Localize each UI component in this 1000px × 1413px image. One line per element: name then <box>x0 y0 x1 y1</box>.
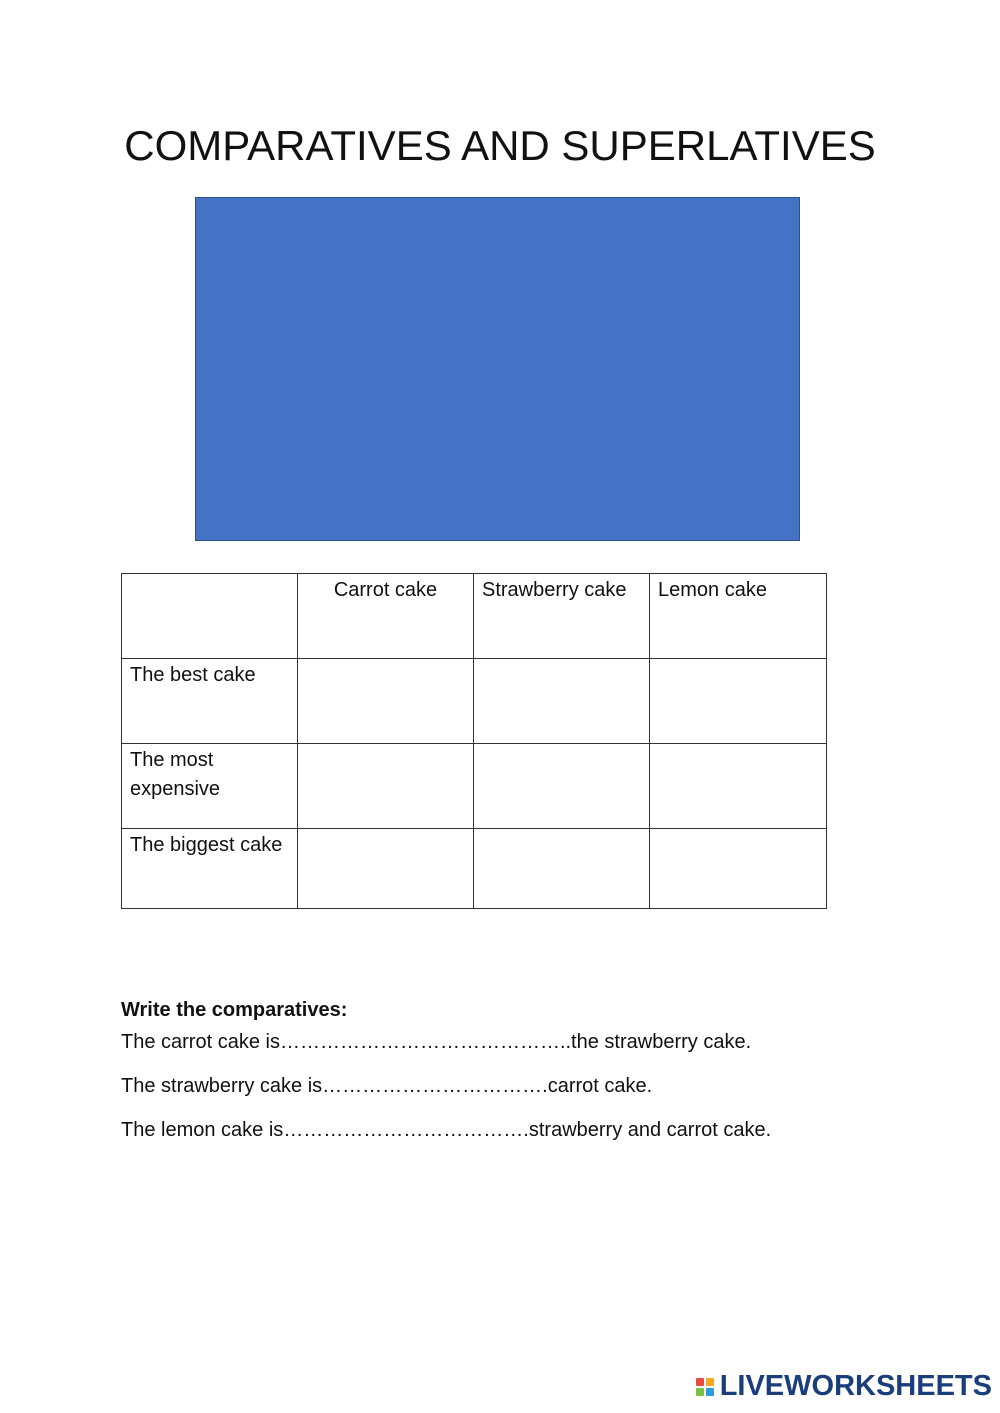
page-title: COMPARATIVES AND SUPERLATIVES <box>124 122 876 169</box>
row-label: The most expensive <box>122 744 298 829</box>
logo-mark-icon <box>696 1378 714 1396</box>
comparatives-exercise <box>121 997 881 1161</box>
table-header-carrot-cake: Carrot cake <box>298 574 474 659</box>
answer-cell[interactable] <box>298 744 474 829</box>
liveworksheets-logo <box>696 1370 992 1403</box>
answer-cell[interactable] <box>650 659 827 744</box>
table-row <box>122 744 827 829</box>
table-header-row <box>122 574 827 659</box>
logo-mark-square <box>706 1388 714 1396</box>
table-header-strawberry-cake: Strawberry cake <box>474 574 650 659</box>
exercise-sentence-lemon[interactable]: The lemon cake is……………………………….strawberry and carrot cake. <box>121 1119 772 1141</box>
exercise-sentence-strawberry[interactable]: The strawberry cake is…………………………….carrot cake. <box>121 1075 653 1097</box>
logo-mark-square <box>696 1388 704 1396</box>
worksheet-image-placeholder <box>195 197 800 541</box>
logo-mark-square <box>706 1378 714 1386</box>
table-row <box>122 659 827 744</box>
row-label: The biggest cake <box>122 829 298 909</box>
table-header-lemon-cake: Lemon cake <box>650 574 827 659</box>
answer-cell[interactable] <box>474 659 650 744</box>
exercise-heading: Write the comparatives: <box>121 999 348 1021</box>
cake-comparison-table <box>121 573 827 909</box>
answer-cell[interactable] <box>650 829 827 909</box>
answer-cell[interactable] <box>474 829 650 909</box>
answer-cell[interactable] <box>474 744 650 829</box>
table-header-empty <box>122 574 298 659</box>
logo-text: LIVEWORKSHEETS <box>719 1370 992 1402</box>
answer-cell[interactable] <box>650 744 827 829</box>
logo-mark-square <box>696 1378 704 1386</box>
answer-cell[interactable] <box>298 829 474 909</box>
exercise-sentence-carrot[interactable]: The carrot cake is……………………………………..the strawberry cake. <box>121 1031 752 1053</box>
table-row <box>122 829 827 909</box>
row-label: The best cake <box>122 659 298 744</box>
answer-cell[interactable] <box>298 659 474 744</box>
